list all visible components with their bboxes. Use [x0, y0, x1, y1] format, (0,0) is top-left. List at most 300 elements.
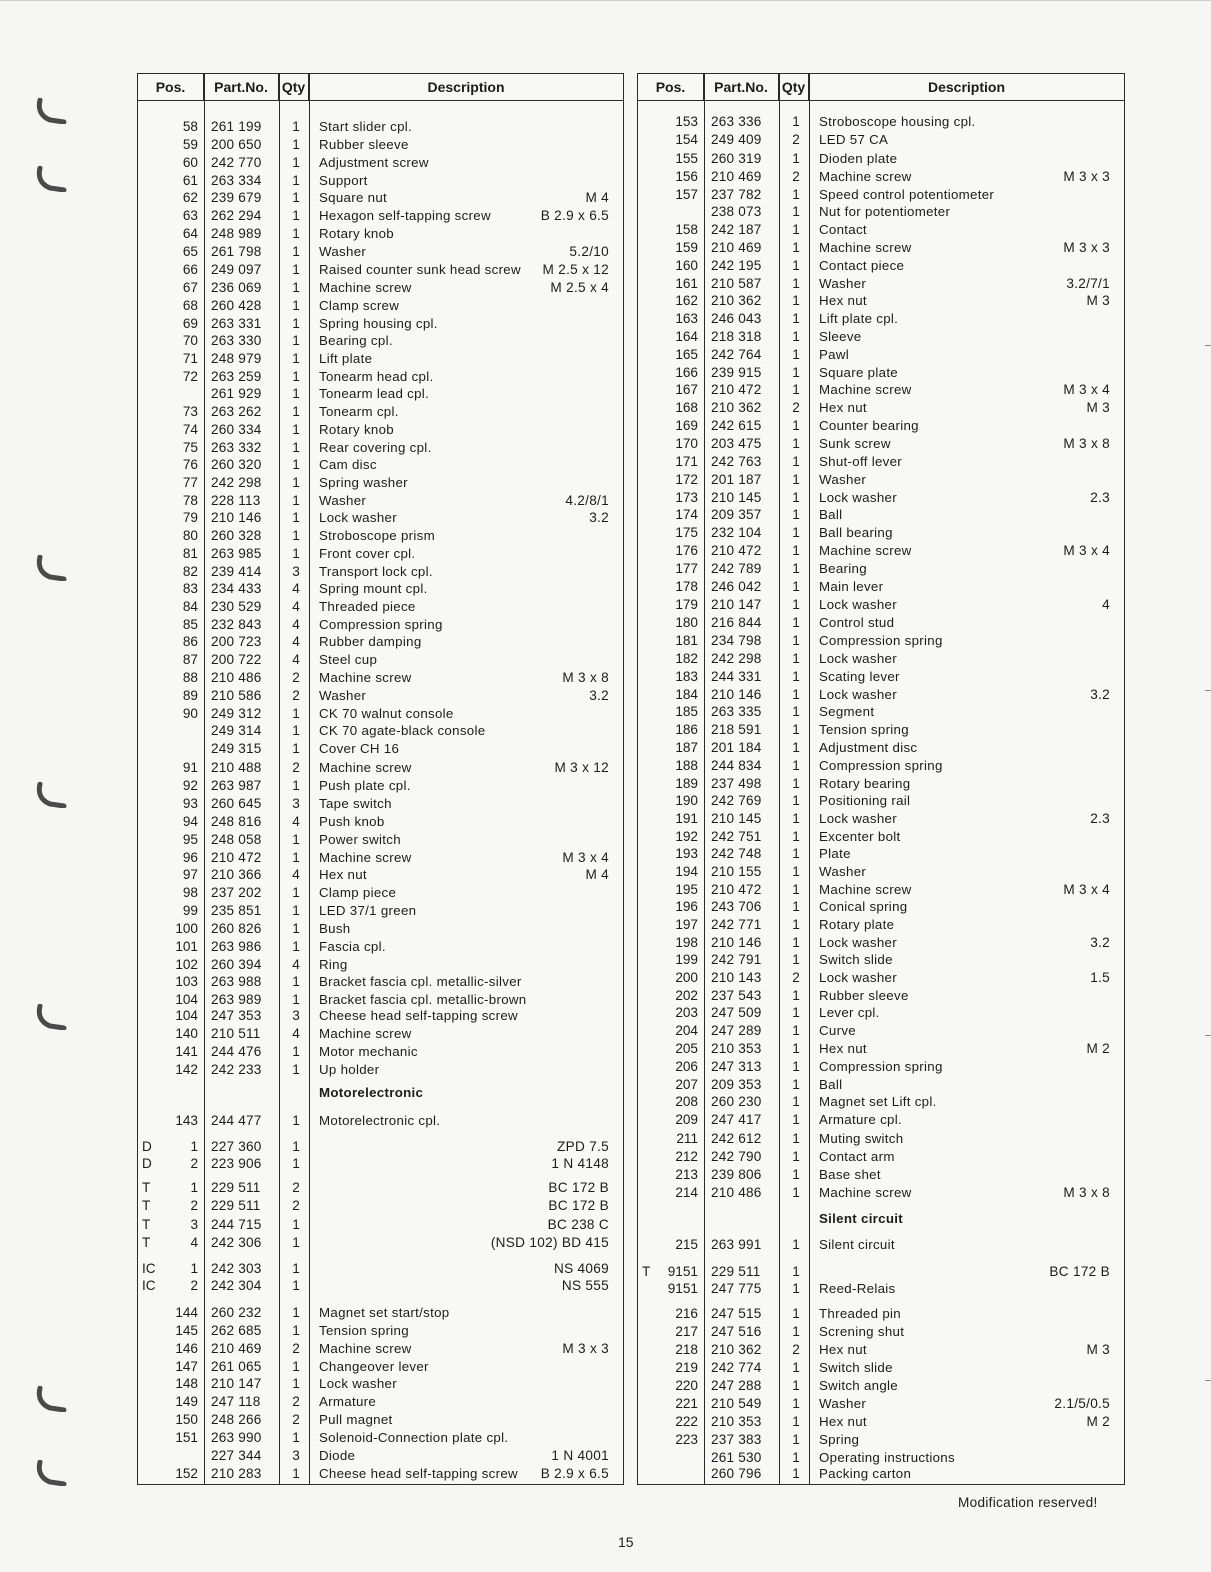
- row-pos: 97: [182, 867, 198, 882]
- binder-hole-icon: [34, 166, 68, 192]
- row-part-no: 210 143: [711, 970, 762, 985]
- row-pos: 159: [675, 240, 698, 255]
- table-row: [638, 739, 1124, 756]
- table-row: [138, 1025, 623, 1042]
- row-pos: 74: [182, 422, 198, 437]
- row-spec: B 2.9 x 6.5: [540, 1466, 609, 1481]
- row-qty: 1: [292, 422, 300, 437]
- table-row: [138, 866, 623, 883]
- row-pos: 1: [190, 1139, 198, 1154]
- table-row: [138, 687, 623, 704]
- row-pos: 79: [182, 510, 198, 525]
- table-row: [138, 705, 623, 722]
- row-qty: 2: [792, 169, 800, 184]
- table-row: [138, 421, 623, 438]
- table-row: [638, 239, 1124, 256]
- row-qty: 1: [792, 793, 800, 808]
- table-row: [638, 881, 1124, 898]
- table-row: [138, 439, 623, 456]
- row-part-no: 237 543: [711, 988, 762, 1003]
- table-row: [138, 795, 623, 812]
- row-prefix: T: [642, 1264, 651, 1279]
- row-pos: 69: [182, 316, 198, 331]
- table-row: [638, 1022, 1124, 1039]
- row-part-no: 237 383: [711, 1432, 762, 1447]
- table-row: [638, 560, 1124, 577]
- row-qty: 1: [292, 1323, 300, 1338]
- table-row: [638, 578, 1124, 595]
- row-pos: 142: [175, 1062, 198, 1077]
- row-description: Hexagon self-tapping screw: [319, 208, 491, 223]
- row-pos: 181: [675, 633, 698, 648]
- row-part-no: 263 989: [211, 992, 262, 1007]
- row-spec: M 3 x 4: [1063, 882, 1110, 897]
- table-row: [138, 884, 623, 901]
- row-part-no: 229 511: [711, 1264, 761, 1279]
- row-qty: 4: [292, 867, 300, 882]
- row-description: Washer: [819, 276, 867, 291]
- table-row: [138, 172, 623, 189]
- row-qty: 1: [292, 208, 300, 223]
- row-pos: 166: [675, 365, 698, 380]
- row-part-no: 262 685: [211, 1323, 262, 1338]
- row-part-no: 242 763: [711, 454, 762, 469]
- row-pos: 82: [182, 564, 198, 579]
- row-spec: M 2.5 x 12: [542, 262, 609, 277]
- row-qty: 1: [792, 846, 800, 861]
- row-qty: 3: [292, 1448, 300, 1463]
- row-description: Silent circuit: [819, 1211, 904, 1226]
- row-description: Ring: [319, 957, 348, 972]
- row-qty: 1: [792, 490, 800, 505]
- row-spec: BC 172 B: [548, 1180, 609, 1195]
- table-row: [638, 471, 1124, 488]
- row-part-no: 246 042: [711, 579, 762, 594]
- row-part-no: 247 118: [211, 1394, 261, 1409]
- table-row: [638, 435, 1124, 452]
- row-spec: 3.2: [1090, 935, 1110, 950]
- row-pos: 160: [675, 258, 698, 273]
- table-row: [138, 492, 623, 509]
- row-qty: 1: [292, 706, 300, 721]
- row-description: Motorelectronic: [319, 1085, 424, 1100]
- row-spec: (NSD 102) BD 415: [490, 1235, 609, 1250]
- row-part-no: 210 362: [711, 293, 762, 308]
- row-description: Tension spring: [319, 1323, 409, 1338]
- table-row: [638, 969, 1124, 986]
- table-row: [638, 721, 1124, 738]
- row-description: Ball bearing: [819, 525, 893, 540]
- table-row: [638, 792, 1124, 809]
- row-description: Curve: [819, 1023, 856, 1038]
- table-row: [638, 506, 1124, 523]
- row-pos: 4: [190, 1235, 198, 1250]
- row-part-no: 210 511: [211, 1026, 261, 1041]
- row-pos: 169: [675, 418, 698, 433]
- row-part-no: 210 362: [711, 400, 762, 415]
- row-qty: 1: [292, 850, 300, 865]
- row-pos: 167: [675, 382, 698, 397]
- row-qty: 1: [292, 1278, 300, 1293]
- row-pos: 207: [675, 1077, 698, 1092]
- table-row: [638, 381, 1124, 398]
- row-part-no: 260 328: [211, 528, 262, 543]
- row-pos: 154: [675, 132, 698, 147]
- row-pos: 72: [182, 369, 198, 384]
- row-description: Adjustment screw: [319, 155, 429, 170]
- row-part-no: 210 549: [711, 1396, 762, 1411]
- row-spec: 2.3: [1090, 490, 1110, 505]
- row-part-no: 242 615: [711, 418, 762, 433]
- row-prefix: D: [142, 1156, 152, 1171]
- row-qty: 1: [792, 988, 800, 1003]
- row-pos: 80: [182, 528, 198, 543]
- row-qty: 4: [292, 814, 300, 829]
- row-part-no: 247 288: [711, 1378, 762, 1393]
- row-pos: 75: [182, 440, 198, 455]
- row-spec: NS 555: [561, 1278, 609, 1293]
- row-part-no: 249 312: [211, 706, 262, 721]
- row-qty: 1: [792, 882, 800, 897]
- row-part-no: 247 417: [711, 1112, 762, 1127]
- row-description: Lock washer: [819, 970, 897, 985]
- row-spec: B 2.9 x 6.5: [540, 208, 609, 223]
- table-row: [138, 509, 623, 526]
- row-description: Fascia cpl.: [319, 939, 386, 954]
- row-part-no: 244 331: [711, 669, 762, 684]
- table-row: [638, 364, 1124, 381]
- row-qty: 2: [792, 400, 800, 415]
- row-qty: 1: [792, 543, 800, 558]
- row-part-no: 249 097: [211, 262, 262, 277]
- row-description: Adjustment disc: [819, 740, 918, 755]
- row-pos: 162: [675, 293, 698, 308]
- table-row: [638, 1280, 1124, 1297]
- row-qty: 1: [292, 262, 300, 277]
- row-spec: M 3 x 3: [1063, 240, 1110, 255]
- row-qty: 1: [792, 293, 800, 308]
- table-row: [138, 616, 623, 633]
- row-description: Washer: [819, 472, 867, 487]
- row-qty: 1: [292, 333, 300, 348]
- header-qty: Qty: [779, 74, 809, 100]
- row-part-no: 203 475: [711, 436, 762, 451]
- row-qty: 1: [792, 311, 800, 326]
- row-description: Tonearm lead cpl.: [319, 386, 430, 401]
- row-qty: 1: [792, 365, 800, 380]
- table-row: [138, 813, 623, 830]
- row-qty: 1: [792, 740, 800, 755]
- row-description: Square nut: [319, 190, 388, 205]
- table-row: [138, 1465, 623, 1482]
- row-part-no: 210 472: [711, 543, 762, 558]
- row-qty: 1: [792, 507, 800, 522]
- row-part-no: 237 782: [711, 187, 762, 202]
- row-prefix: T: [142, 1180, 151, 1195]
- row-pos: 78: [182, 493, 198, 508]
- row-description: Pawl: [819, 347, 850, 362]
- row-description: Hex nut: [819, 1041, 867, 1056]
- row-description: Compression spring: [819, 758, 943, 773]
- table-row: [638, 1359, 1124, 1376]
- table-row: [138, 1007, 623, 1024]
- row-qty: 1: [292, 280, 300, 295]
- row-qty: 1: [792, 952, 800, 967]
- row-description: Machine screw: [319, 1341, 412, 1356]
- row-part-no: 247 353: [211, 1008, 262, 1023]
- row-part-no: 200 650: [211, 137, 262, 152]
- row-qty: 1: [792, 454, 800, 469]
- row-qty: 1: [792, 1466, 800, 1481]
- row-part-no: 263 331: [211, 316, 262, 331]
- row-pos: 140: [175, 1026, 198, 1041]
- row-description: Support: [319, 173, 368, 188]
- row-qty: 1: [792, 187, 800, 202]
- row-part-no: 242 789: [711, 561, 762, 576]
- row-description: Spring housing cpl.: [319, 316, 438, 331]
- row-part-no: 209 357: [711, 507, 762, 522]
- row-pos: 73: [182, 404, 198, 419]
- row-qty: 1: [792, 1041, 800, 1056]
- row-description: Threaded piece: [319, 599, 416, 614]
- row-qty: 1: [792, 1237, 800, 1252]
- table-row: [138, 669, 623, 686]
- row-qty: 1: [792, 151, 800, 166]
- row-pos: 197: [675, 917, 698, 932]
- row-qty: 1: [292, 510, 300, 525]
- row-description: Stroboscope housing cpl.: [819, 114, 976, 129]
- table-row: [138, 633, 623, 650]
- row-part-no: 229 511: [211, 1180, 261, 1195]
- row-qty: 2: [292, 1198, 300, 1213]
- row-qty: 2: [292, 670, 300, 685]
- row-spec: M 2.5 x 4: [550, 280, 609, 295]
- row-description: Armature cpl.: [819, 1112, 902, 1127]
- row-part-no: 263 991: [711, 1237, 762, 1252]
- row-spec: M 2: [1086, 1041, 1110, 1056]
- row-qty: 1: [292, 137, 300, 152]
- row-description: Reed-Relais: [819, 1281, 896, 1296]
- row-pos: 189: [675, 776, 698, 791]
- row-qty: 3: [292, 1008, 300, 1023]
- row-prefix: D: [142, 1139, 152, 1154]
- row-part-no: 243 706: [711, 899, 762, 914]
- row-pos: 145: [175, 1323, 198, 1338]
- table-row: [638, 453, 1124, 470]
- row-pos: 209: [675, 1112, 698, 1127]
- row-description: Compression spring: [819, 1059, 943, 1074]
- row-pos: 76: [182, 457, 198, 472]
- row-spec: 4: [1102, 597, 1110, 612]
- row-qty: 1: [792, 276, 800, 291]
- row-pos: 3: [190, 1217, 198, 1232]
- table-row: [138, 315, 623, 332]
- row-qty: 1: [292, 244, 300, 259]
- page-number: 15: [618, 1534, 634, 1550]
- row-description: Clamp piece: [319, 885, 397, 900]
- row-part-no: 210 353: [711, 1414, 762, 1429]
- row-pos: 208: [675, 1094, 698, 1109]
- row-part-no: 210 145: [711, 811, 762, 826]
- row-part-no: 229 511: [211, 1198, 261, 1213]
- row-qty: 1: [292, 1359, 300, 1374]
- table-row: [138, 1197, 623, 1214]
- row-part-no: 260 796: [711, 1466, 762, 1481]
- row-pos: 148: [175, 1376, 198, 1391]
- row-qty: 1: [792, 204, 800, 219]
- row-part-no: 242 306: [211, 1235, 262, 1250]
- row-qty: 1: [292, 885, 300, 900]
- row-part-no: 210 472: [711, 882, 762, 897]
- row-qty: 1: [292, 1044, 300, 1059]
- table-row: [638, 1040, 1124, 1057]
- row-pos: 205: [675, 1041, 698, 1056]
- row-pos: 199: [675, 952, 698, 967]
- row-description: Machine screw: [819, 1185, 912, 1200]
- row-description: Plate: [819, 846, 851, 861]
- row-spec: M 4: [585, 190, 609, 205]
- row-spec: M 4: [585, 867, 609, 882]
- row-part-no: 263 988: [211, 974, 262, 989]
- binder-hole-icon: [34, 782, 68, 808]
- table-row: [138, 956, 623, 973]
- row-part-no: 242 612: [711, 1131, 762, 1146]
- row-part-no: 228 113: [211, 493, 261, 508]
- row-part-no: 239 915: [711, 365, 762, 380]
- row-part-no: 242 771: [711, 917, 762, 932]
- row-pos: 151: [175, 1430, 198, 1445]
- row-qty: 1: [792, 436, 800, 451]
- row-pos: 164: [675, 329, 698, 344]
- row-description: Ball: [819, 507, 843, 522]
- row-qty: 4: [292, 1026, 300, 1041]
- row-qty: 1: [792, 114, 800, 129]
- row-spec: BC 172 B: [548, 1198, 609, 1213]
- row-qty: 1: [292, 226, 300, 241]
- row-pos: 83: [182, 581, 198, 596]
- table-row: [138, 189, 623, 206]
- row-part-no: 242 187: [711, 222, 762, 237]
- row-part-no: 247 313: [711, 1059, 762, 1074]
- row-pos: 182: [675, 651, 698, 666]
- section-heading-row: [138, 1084, 623, 1101]
- row-pos: 68: [182, 298, 198, 313]
- row-pos: 96: [182, 850, 198, 865]
- row-part-no: 248 989: [211, 226, 262, 241]
- row-description: Lift plate cpl.: [819, 311, 899, 326]
- row-description: Sleeve: [819, 329, 862, 344]
- row-description: Hex nut: [819, 400, 867, 415]
- table-row: [138, 403, 623, 420]
- row-qty: 1: [292, 1139, 300, 1154]
- row-qty: 1: [792, 811, 800, 826]
- row-qty: 1: [792, 1378, 800, 1393]
- row-pos: 168: [675, 400, 698, 415]
- row-qty: 1: [792, 864, 800, 879]
- table-row: [138, 1112, 623, 1129]
- header-description: Description: [927, 79, 1005, 95]
- parts-table-left: [137, 73, 624, 1485]
- row-part-no: 210 486: [211, 670, 262, 685]
- row-qty: 4: [292, 581, 300, 596]
- row-prefix: T: [142, 1198, 151, 1213]
- binder-hole-icon: [34, 98, 68, 124]
- row-part-no: 234 798: [711, 633, 762, 648]
- row-qty: 1: [792, 418, 800, 433]
- row-spec: 5.2/10: [569, 244, 609, 259]
- table-row: [638, 810, 1124, 827]
- row-part-no: 232 843: [211, 617, 262, 632]
- row-description: Switch slide: [819, 952, 893, 967]
- row-description: Push plate cpl.: [319, 778, 411, 793]
- edge-mark: [1205, 345, 1211, 346]
- row-qty: 1: [792, 1432, 800, 1447]
- binder-hole-icon: [34, 555, 68, 581]
- table-row: [638, 1465, 1124, 1482]
- row-pos: 65: [182, 244, 198, 259]
- row-qty: 1: [292, 386, 300, 401]
- row-part-no: 247 515: [711, 1306, 762, 1321]
- table-row: [638, 1413, 1124, 1430]
- table-row: [138, 385, 623, 402]
- row-pos: 165: [675, 347, 698, 362]
- binder-hole-icon: [34, 1386, 68, 1412]
- row-description: Machine screw: [819, 882, 912, 897]
- row-qty: 1: [292, 1156, 300, 1171]
- row-qty: 1: [792, 1167, 800, 1182]
- row-spec: 2.3: [1090, 811, 1110, 826]
- table-row: [638, 898, 1124, 915]
- row-pos: 176: [675, 543, 698, 558]
- row-part-no: 210 147: [211, 1376, 262, 1391]
- edge-mark: [1205, 690, 1211, 691]
- row-part-no: 242 774: [711, 1360, 762, 1375]
- table-row: [638, 1076, 1124, 1093]
- table-row: [138, 527, 623, 544]
- row-description: Packing carton: [819, 1466, 912, 1481]
- row-description: Control stud: [819, 615, 895, 630]
- row-part-no: 242 298: [211, 475, 262, 490]
- row-description: Machine screw: [819, 382, 912, 397]
- row-qty: 1: [292, 155, 300, 170]
- table-row: [138, 1340, 623, 1357]
- row-pos: 70: [182, 333, 198, 348]
- row-qty: 1: [292, 832, 300, 847]
- table-row: [638, 1111, 1124, 1128]
- row-qty: 1: [292, 1217, 300, 1232]
- row-qty: 1: [792, 776, 800, 791]
- row-qty: 1: [292, 457, 300, 472]
- row-part-no: 239 679: [211, 190, 262, 205]
- row-description: Operating instructions: [819, 1450, 955, 1465]
- row-pos: 153: [675, 114, 698, 129]
- row-qty: 1: [792, 222, 800, 237]
- row-pos: 85: [182, 617, 198, 632]
- row-qty: 1: [792, 615, 800, 630]
- table-row: [138, 1043, 623, 1060]
- row-description: Washer: [319, 493, 367, 508]
- row-description: Raised counter sunk head screw: [319, 262, 521, 277]
- row-pos: 64: [182, 226, 198, 241]
- table-row: [638, 1377, 1124, 1394]
- row-description: Square plate: [819, 365, 899, 380]
- row-part-no: 242 770: [211, 155, 262, 170]
- row-description: Switch angle: [819, 1378, 898, 1393]
- row-description: Scating lever: [819, 669, 900, 684]
- row-qty: 2: [292, 1341, 300, 1356]
- row-qty: 2: [292, 1394, 300, 1409]
- table-row: [138, 1393, 623, 1410]
